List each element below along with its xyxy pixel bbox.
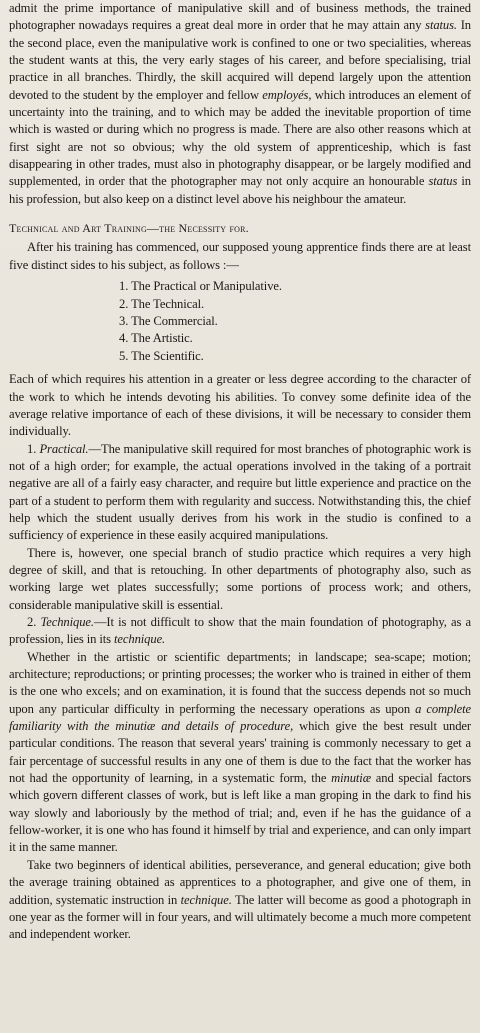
- paragraph-text: Take two beginners of identical abilities, perseverance, and general education; give both the average training obtained as apprentices to a photographer, and give one of them, in addition, systematic instruction in: [9, 857, 471, 907]
- list-item: 4. The Artistic.: [119, 331, 193, 346]
- italic-text: status.: [425, 18, 457, 33]
- paragraph-text: —It is not difficult to show that the main foundation of photography, as a profession, lies in its: [9, 615, 471, 647]
- paragraph-beginners: [9, 857, 471, 944]
- paragraph-text: in his profession, but also keep on a distinct level above his neighbour the amateur.: [9, 174, 471, 206]
- paragraph-text: 1.: [27, 441, 40, 456]
- paragraph-text: admit the prime importance of manipulative skill and of business methods, the trained photographer nowadays requires a great deal more in order that he may attain any: [9, 1, 471, 33]
- paragraph-intro: After his training has commenced, our supposed young apprentice finds there are at least five distinct sides to his subject, as follows :—: [9, 240, 471, 272]
- list-item: 1. The Practical or Manipulative.: [119, 279, 282, 294]
- italic-text: technique.: [114, 632, 166, 647]
- paragraph-text: The latter will become as good a photograph in one year as the former will in four years, and will ultimately become a much more competent and independent worker.: [9, 892, 471, 942]
- section-heading: Technical and Art Training—the Necessity for.: [9, 221, 249, 236]
- text-column: [9, 0, 471, 944]
- divisions-list: [119, 278, 471, 365]
- paragraph-whether: [9, 649, 471, 857]
- paragraph-text: which give the best result under particular conditions. The reason that several years' training is commonly necessary to get a fair percentage of successful results in any one of them is due to the fact that the worker has not had the opportunity of learning, in a systematic form, the: [9, 719, 471, 786]
- list-item: 5. The Scientific.: [119, 348, 204, 363]
- paragraph-text: which introduces an element of uncertainty into the training, and to which may be added the inevitable proportion of time which is wasted or during which no progress is made. There are also other reasons which at first sight are not so obvious; why the old system of apprenticeship, which is fast disappearing in other trades, must also in photography disappear, or be largely modified and supplemented, in order that the photographer may not only acquire an honourable: [9, 87, 471, 189]
- italic-text: technique.: [180, 892, 232, 907]
- list-item: 2. The Technical.: [119, 296, 205, 311]
- paragraph-text: In the second place, even the manipulative work is confined to one or two specialities, whereas the student wants at this, the very early stages of his career, and before specialising, trial practice in all branches. Thirdly, the skill acquired will depend largely upon the attention devoted to the student by the employer and fellow: [9, 18, 472, 102]
- italic-text: Technique.: [40, 615, 94, 629]
- italic-text: Practical.: [39, 441, 89, 456]
- italic-text: minutiæ: [331, 771, 371, 786]
- paragraph-technique: [9, 614, 471, 649]
- paragraph-status: [9, 0, 471, 208]
- paragraph-text: Whether in the artistic or scientific departments; in landscape; sea-scape; motion; architecture; reproductions; or printing processes; the worker who is trained in either of them is the one who excels; and on examination, it is found that the success depends not so much upon any particular difficulty in performing the necessary operations as upon: [9, 649, 471, 716]
- paragraph-each: Each of which requires his attention in a greater or less degree according to the character of the work to which he intends devoting his abilities. To convey some definite idea of the average relative importance of each of these divisions, it will be necessary to consider them individually.: [9, 372, 471, 439]
- italic-text: status: [428, 174, 458, 189]
- paragraph-text: —The manipulative skill required for most branches of photographic work is not of a high order; for example, the actual operations involved in the taking of a portrait negative are all of a fairly easy character, and require but little experience and practice on the part of a student to perform them with regularity and success. Notwithstanding this, the chief help which the student usually derives from his work in the studio is confined to a sufficiency of experience in these easily acquired manipulations.: [9, 441, 472, 543]
- paragraph-practical: [9, 441, 471, 545]
- spacer: [9, 208, 471, 214]
- paragraph-text: 2.: [27, 615, 41, 629]
- italic-text: a complete familiarity with the minutiæ and details of procedure,: [9, 701, 472, 734]
- italic-text: employés,: [262, 87, 312, 102]
- list-item: 3. The Commercial.: [119, 313, 218, 328]
- paragraph-retouching: There is, however, one special branch of studio practice which requires a very high degree of skill, and that is retouching. In other departments of photography also, such as working large wet plates successfully; some portions of process work; and others, considerable manipulative skill is essential.: [9, 545, 471, 612]
- paragraph-text: and special factors which govern different classes of work, but is left like a man groping in the dark to find his way slowly and laboriously by the method of trial; and, even if he has the guidance of a fellow-worker, it is one who has found it himself by trial and experience, and can only impart it in the same manner.: [9, 771, 472, 855]
